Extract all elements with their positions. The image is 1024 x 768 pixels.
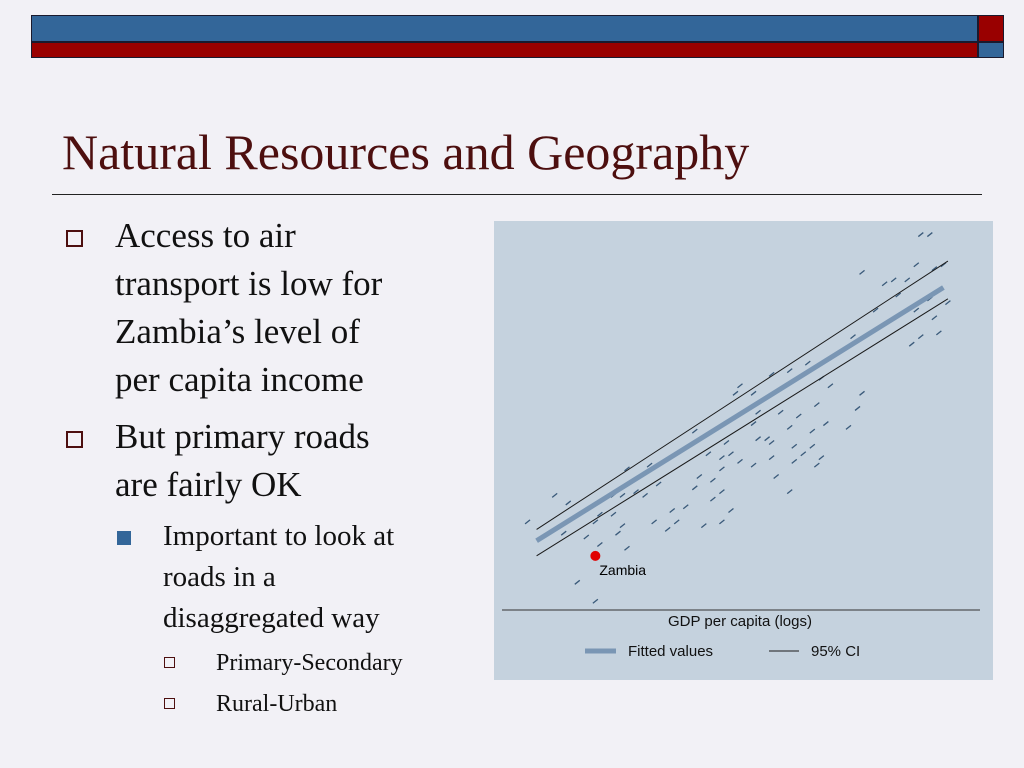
data-point [697,474,702,478]
bullet-hollow-square-icon [164,657,175,668]
data-point [552,493,557,497]
data-point [692,486,697,490]
data-point [525,520,530,524]
data-point [891,278,896,282]
data-point [692,429,697,433]
data-point [751,422,756,426]
data-point [914,263,919,267]
data-point [719,520,724,524]
data-point [855,406,860,410]
legend-ci-label: 95% CI [811,643,861,660]
data-point [597,543,602,547]
data-point [706,452,711,456]
data-point [674,520,679,524]
data-point [828,384,833,388]
data-point [945,301,950,305]
data-point [796,414,801,418]
bullet-hollow-square-icon [66,230,83,247]
bullet-filled-square-icon [117,531,131,545]
sub-bullet-line: Important to look at [163,520,395,552]
data-point [656,482,661,486]
data-point [819,456,824,460]
bullet-line: transport is low for [115,264,383,303]
data-point [751,463,756,467]
bullet-hollow-square-icon [66,431,83,448]
highlight-label: Zambia [599,561,647,578]
scatter-plot-svg [494,221,993,680]
bullet-hollow-square-icon [164,698,175,709]
data-point [909,342,914,346]
data-point [810,429,815,433]
data-point [615,531,620,535]
data-point [701,524,706,528]
sub-bullet-line: roads in a [163,561,276,593]
data-point [620,524,625,528]
data-point [932,316,937,320]
data-point [728,509,733,513]
data-point [905,278,910,282]
data-point [918,335,923,339]
data-point [584,535,589,539]
data-point [728,452,733,456]
header-square-blue [978,42,1004,58]
data-point [719,467,724,471]
data-point [936,331,941,335]
data-point [814,403,819,407]
data-point [778,410,783,414]
header-bar-blue [31,15,978,42]
header-square-red [978,15,1004,42]
data-point [710,478,715,482]
ci-upper-line [537,261,948,529]
data-point [625,546,630,550]
data-point [765,437,770,441]
sub-sub-bullet-line: Primary-Secondary [216,650,403,676]
data-point [814,463,819,467]
scatter-chart [494,221,993,680]
data-point [670,509,675,513]
data-point [774,474,779,478]
ci-lower-line [537,299,948,556]
data-point [756,437,761,441]
data-point [724,440,729,444]
data-point [882,282,887,286]
data-point [860,270,865,274]
data-point [751,391,756,395]
data-point [738,384,743,388]
data-point [611,512,616,516]
data-point [810,444,815,448]
title-divider [52,194,982,195]
data-point [787,425,792,429]
sub-bullet-line: disaggregated way [163,602,380,634]
data-point [769,440,774,444]
highlight-point [590,551,600,561]
data-point [738,459,743,463]
data-point [914,308,919,312]
fitted-line [537,287,944,540]
bullet-line: are fairly OK [115,465,302,504]
data-point [851,335,856,339]
data-point [927,233,932,237]
data-point [719,490,724,494]
data-point [860,391,865,395]
slide-title: Natural Resources and Geography [62,124,750,180]
bullet-line: Access to air [115,216,296,255]
data-point [575,580,580,584]
x-axis-label: GDP per capita (logs) [668,613,812,630]
data-point [710,497,715,501]
bullet-line: But primary roads [115,417,370,456]
data-point [683,505,688,509]
data-point [620,493,625,497]
bullet-line: per capita income [115,360,364,399]
bullet-line: Zambia’s level of [115,312,360,351]
data-point [665,527,670,531]
header-bar-red [31,42,978,58]
data-point [787,369,792,373]
legend-fitted-label: Fitted values [628,643,714,660]
data-point [801,452,806,456]
data-point [756,410,761,414]
data-point [792,459,797,463]
data-point [846,425,851,429]
data-point [769,456,774,460]
data-point [719,456,724,460]
data-point [561,531,566,535]
data-point [643,493,648,497]
data-point [593,599,598,603]
data-point [792,444,797,448]
data-point [823,422,828,426]
data-point [652,520,657,524]
sub-sub-bullet-line: Rural-Urban [216,691,338,717]
data-point [805,361,810,365]
data-point [918,233,923,237]
data-point [787,490,792,494]
data-point [566,501,571,505]
data-point [733,391,738,395]
